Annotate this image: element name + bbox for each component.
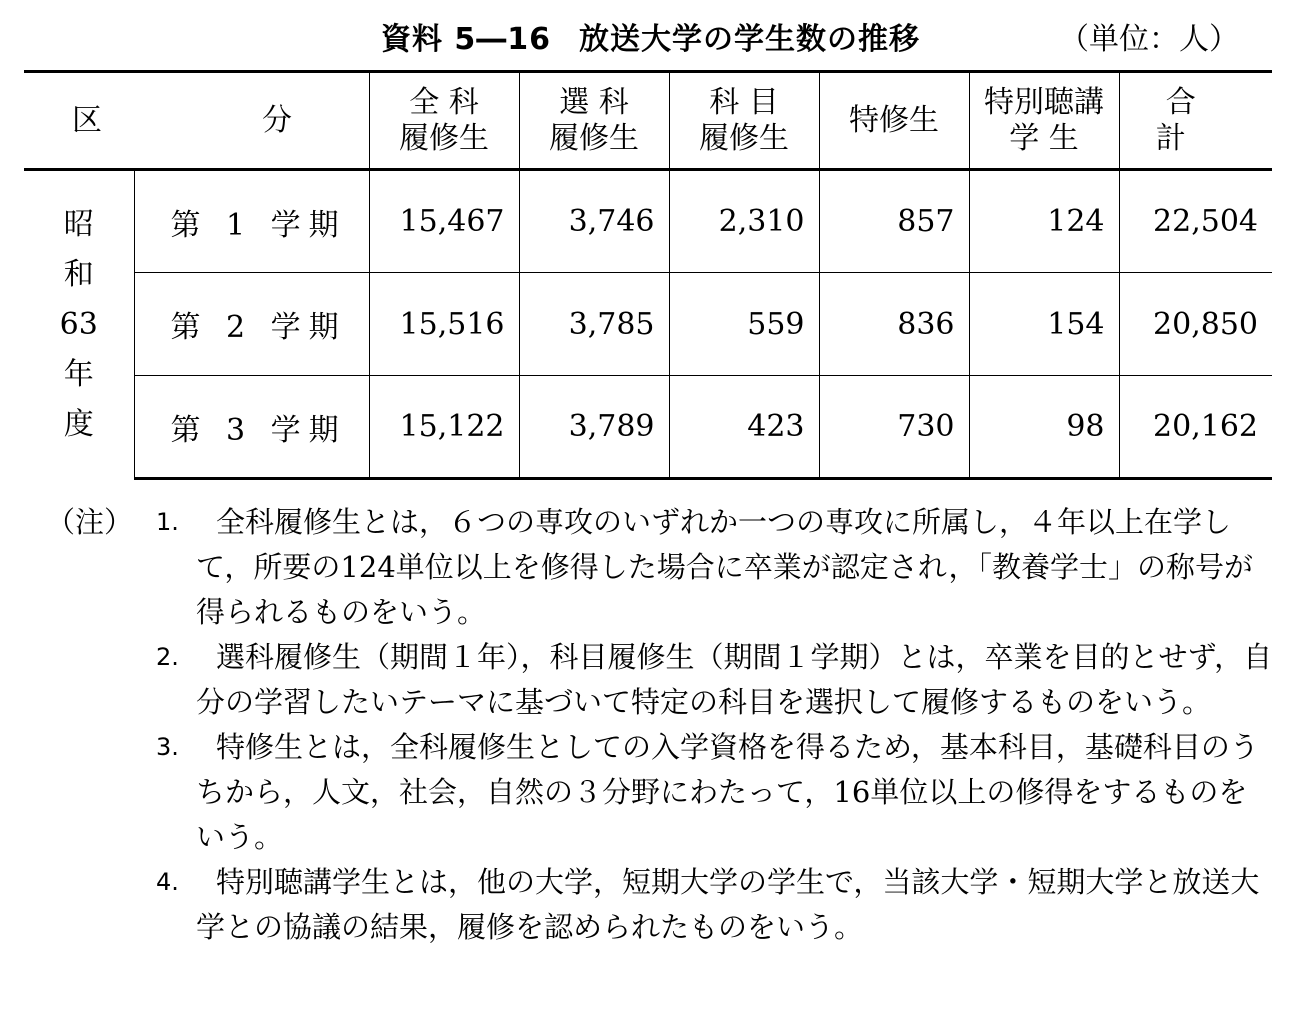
- total-cell: 22,504: [1119, 170, 1272, 273]
- table-header-row: [24, 72, 1272, 170]
- elective-cell: 3,746: [519, 170, 669, 273]
- auditing-cell: 124: [969, 170, 1119, 273]
- auditing-cell: 154: [969, 273, 1119, 376]
- table-row: [24, 170, 1272, 273]
- total-cell: 20,850: [1119, 273, 1272, 376]
- note-item: [156, 860, 1274, 950]
- note-number: 3.: [156, 733, 179, 761]
- note-text: 特別聴講学生とは，他の大学，短期大学の学生で，当該大学・短期大学と放送大学との協議の結果，履修を認められたものをいう。: [196, 865, 1260, 944]
- notes-section: [46, 500, 1274, 950]
- note-number: 2.: [156, 643, 179, 671]
- header-elective: 選 科 履修生: [519, 72, 669, 170]
- era-cell: [24, 170, 134, 479]
- era-label: 昭和63年度: [59, 206, 98, 442]
- subject-cell: 423: [669, 376, 819, 479]
- term-cell: 第 1 学期: [134, 170, 369, 273]
- special-cell: 730: [819, 376, 969, 479]
- auditing-cell: 98: [969, 376, 1119, 479]
- title-number: 5―16: [454, 22, 552, 57]
- table-row: [24, 273, 1272, 376]
- note-text: 選科履修生（期間１年），科目履修生（期間１学期）とは，卒業を目的とせず，自分の学習したいテーマに基づいて特定の科目を選択して履修するものをいう。: [196, 640, 1273, 719]
- note-text: 特修生とは，全科履修生としての入学資格を得るため，基本科目，基礎科目のうちから，人文，社会，自然の３分野にわたって，16単位以上の修得をするものをいう。: [196, 730, 1259, 854]
- note-text: 全科履修生とは，６つの専攻のいずれか一つの専攻に所属し，４年以上在学して，所要の124単位以上を修得した場合に卒業が認定され，「教養学士」の称号が得られるものをいう。: [196, 505, 1254, 629]
- special-cell: 836: [819, 273, 969, 376]
- note-item: [156, 500, 1274, 635]
- elective-cell: 3,789: [519, 376, 669, 479]
- header-total: 合計: [1119, 72, 1272, 170]
- title-label: 資料: [380, 22, 443, 57]
- full-course-cell: 15,467: [369, 170, 519, 273]
- header-full-course: 全 科 履修生: [369, 72, 519, 170]
- unit-label: （単位：人）: [1059, 22, 1239, 57]
- term-cell: 第 2 学期: [134, 273, 369, 376]
- full-course-cell: 15,122: [369, 376, 519, 479]
- note-item: [156, 635, 1274, 725]
- title-text: 放送大学の学生数の推移: [579, 22, 921, 57]
- subject-cell: 559: [669, 273, 819, 376]
- term-cell: 第 3 学期: [134, 376, 369, 479]
- header-subject: 科 目 履修生: [669, 72, 819, 170]
- total-cell: 20,162: [1119, 376, 1272, 479]
- header-division-2: 分: [262, 102, 292, 138]
- elective-cell: 3,785: [519, 273, 669, 376]
- full-course-cell: 15,516: [369, 273, 519, 376]
- table-row: [24, 376, 1272, 479]
- header-auditing: 特別聴講 学 生: [969, 72, 1119, 170]
- notes-label: （注）: [46, 505, 134, 539]
- note-number: 1.: [156, 508, 179, 536]
- header-special: 特修生: [819, 72, 969, 170]
- subject-cell: 2,310: [669, 170, 819, 273]
- note-number: 4.: [156, 868, 179, 896]
- header-division-1: 区: [72, 102, 102, 138]
- student-count-table: [24, 70, 1272, 480]
- special-cell: 857: [819, 170, 969, 273]
- header-division: [24, 72, 369, 170]
- note-item: [156, 725, 1274, 860]
